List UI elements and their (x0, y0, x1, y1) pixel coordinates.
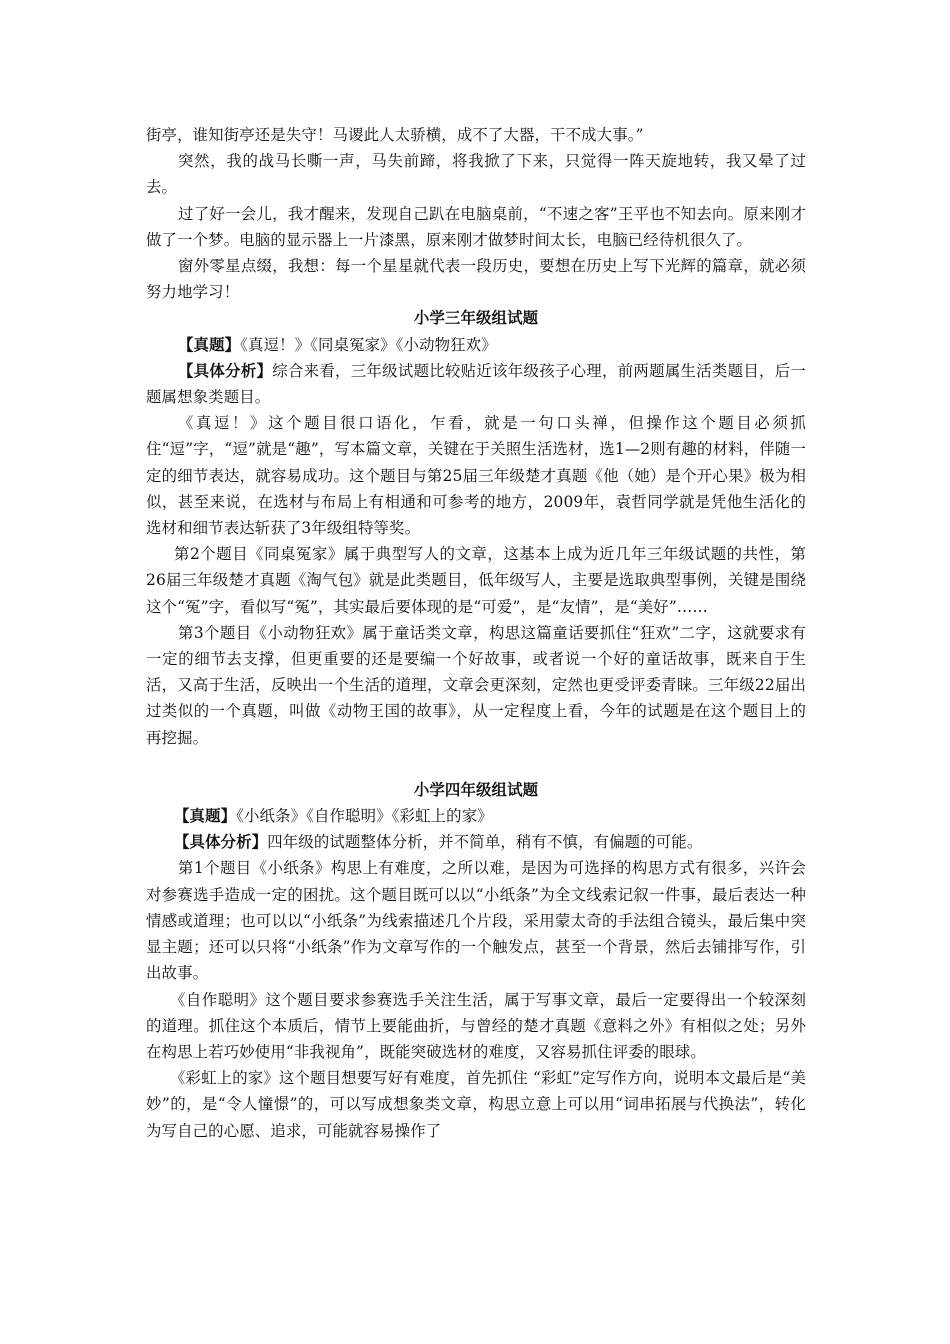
document-page (146, 122, 806, 1144)
grade4-paragraph: 《自作聪明》这个题目要求参赛选手关注生活，属于写事文章，最后一定要得出一个较深刻的道理。抓住这个本质后，情节上要能曲折，与曾经的楚才真题《意料之外》有相似之处；另外在构思上若巧妙使用“非我视角”，既能突破选材的难度，又容易抓住评委的眼球。 (146, 990, 806, 1061)
grade3-paragraph: 《真逗！》这个题目很口语化，乍看，就是一句口头禅，但操作这个题目必须抓住“逗”字，“逗”就是“趣”，写本篇文章，关键在于关照生活选材，选1—2则有趣的材料，伴随一定的细节表达，就容易成功。这个题目与第25届三年级楚才真题《他（她）是个开心果》极为相似，甚至来说，在选材与布局上有相通和可参考的地方，2009年，袁哲同学就是凭他生活化的选材和细节表达斩获了3年级组特等奖。 (146, 414, 806, 538)
grade3-heading: 小学三年级组试题 (413, 309, 539, 328)
grade4-paragraph: 第1个题目《小纸条》构思上有难度，之所以难，是因为可选择的构思方式有很多，兴许会对参赛选手造成一定的困扰。这个题目既可以以“小纸条”为全文线索记叙一件事，最后表达一种情感或道理；也可以以“小纸条”为线索描述几个片段，采用蒙太奇的手法组合镜头，最后集中突显主题；还可以只将“小纸条”作为文章写作的一个触发点，甚至一个背景，然后去铺排写作，引出故事。 (146, 859, 806, 983)
analysis-text: 综合来看，三年级试题比较贴近该年级孩子心理，前两题属生活类题目，后一题属想象类题目。 (146, 361, 806, 407)
analysis-text: 四年级的试题整体分析，并不简单，稍有不慎，有偏题的可能。 (267, 833, 703, 852)
grade3-topics (146, 332, 806, 358)
grade3-analysis (146, 358, 806, 410)
grade3-paragraph: 第2个题目《同桌冤家》属于典型写人的文章，这基本上成为近几年三年级试题的共性，第26届三年级楚才真题《淘气包》就是此类题目，低年级写人，主要是选取典型事例，关键是围绕这个“冤”字，看似写“冤”，其实最后要体现的是“可爱”，是“友情”，是“美好”…… (146, 545, 806, 616)
grade4-heading: 小学四年级组试题 (413, 780, 539, 799)
grade4-paragraph: 《彩虹上的家》这个题目想要写好有难度，首先抓住 “彩虹”定写作方向，说明本文最后是“美妙”的，是“令人憧憬”的，可以写成想象类文章，构思立意上可以用“词串拓展与代换法”，转化为写自己的心愿、追求，可能就容易操作了 (146, 1069, 806, 1140)
topics-text: 《小纸条》《自作聪明》《彩虹上的家》 (236, 807, 493, 826)
analysis-label: 【具体分析】 (178, 361, 273, 380)
grade4-analysis (146, 829, 806, 855)
story-paragraph: 过了好一会儿，我才醒来，发现自己趴在电脑桌前，“不速之客”王平也不知去向。原来刚才做了一个梦。电脑的显示器上一片漆黑，原来刚才做梦时间太长，电脑已经待机很久了。 (146, 204, 806, 249)
analysis-label: 【具体分析】 (174, 833, 268, 852)
topics-label: 【真题】 (178, 335, 241, 354)
story-paragraph: 街亭，谁知街亭还是失守！马谡此人太骄横，成不了大器，干不成大事。” (146, 126, 644, 144)
topics-text: 《真逗！》《同桌冤家》《小动物狂欢》 (240, 335, 497, 354)
grade3-paragraph: 第3个题目《小动物狂欢》属于童话类文章，构思这篇童话要抓住“狂欢”二字，这就要求有一定的细节去支撑，但更重要的还是要编一个好故事，或者说一个好的童话故事，既来自于生活，又高于生活，反映出一个生活的道理，文章会更深刻，定然也更受评委青睐。三年级22届出过类似的一个真题，叫做《动物王国的故事》，从一定程度上看，今年的试题是在这个题目上的再挖掘。 (146, 623, 806, 747)
story-paragraph: 窗外零星点缀，我想：每一个星星就代表一段历史，要想在历史上写下光辉的篇章，就必须努力地学习！ (146, 257, 806, 302)
grade4-topics (146, 803, 806, 829)
story-paragraph: 突然，我的战马长嘶一声，马失前蹄，将我掀了下来，只觉得一阵天旋地转，我又晕了过去。 (146, 152, 806, 197)
topics-label: 【真题】 (174, 807, 237, 826)
section-gap (146, 751, 806, 777)
